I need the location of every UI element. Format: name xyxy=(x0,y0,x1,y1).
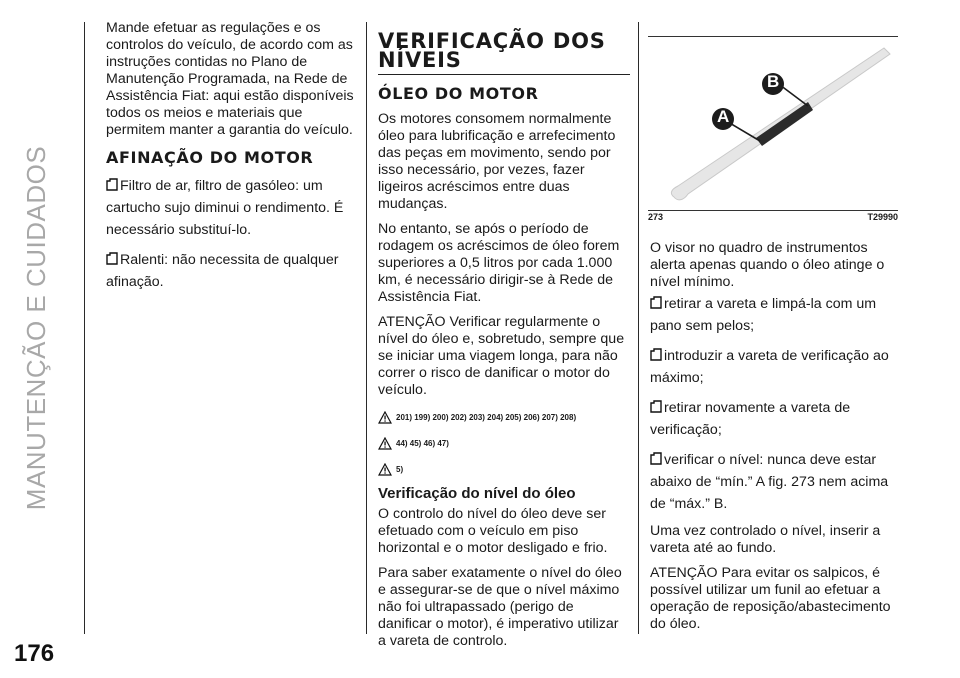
checkbox-bullet-icon xyxy=(106,178,118,191)
oil-paragraph-1: Os motores consomem normalmente óleo para lubrificação e arrefecimento das peças em movimento, sendo por isso necessário, por vezes, fazer ligeiros acréscimos entre duas mudanças. xyxy=(378,111,616,212)
warning-reference-row xyxy=(378,407,630,427)
column-divider-left xyxy=(84,22,85,634)
oil-paragraph-4: O controlo do nível do óleo deve ser efetuado com o veículo em piso horizontal e o motor desligado e frio. xyxy=(378,506,608,556)
heading-rule xyxy=(378,74,630,75)
checkbox-bullet-icon xyxy=(106,252,118,265)
column-3 xyxy=(650,240,900,641)
figure-number: 273 xyxy=(648,212,664,222)
section-title-vertical: MANUTENÇÃO E CUIDADOS xyxy=(20,145,51,511)
bullet-text: introduzir a vareta de verificação ao máximo; xyxy=(650,348,889,386)
engine-oil-heading: ÓLEO DO MOTOR xyxy=(378,84,539,103)
checkbox-bullet-icon xyxy=(650,452,662,465)
list-item xyxy=(650,345,900,389)
intro-paragraph: Mande efetuar as regulações e os controlos do veículo, de acordo com as instruções contidas no Plano de Manutenção Programada, na Rede de Assistência Fiat: aqui estão disponíveis todos os meios e materiais que permitem manter a garantia do veículo. xyxy=(106,20,354,138)
column-divider-right xyxy=(638,22,639,634)
column-divider-middle xyxy=(366,22,367,634)
level-check-heading-line1: VERIFICAÇÃO DOS xyxy=(378,29,606,53)
dashboard-alert-paragraph: O visor no quadro de instrumentos alerta apenas quando o óleo atinge o nível mínimo. xyxy=(650,240,885,290)
figure-bottom-rule xyxy=(648,210,898,211)
warning-triangle-icon xyxy=(378,437,392,450)
level-check-heading-line2: NÍVEIS xyxy=(378,48,462,72)
bullet-text: Ralenti: não necessita de qualquer afinação. xyxy=(106,252,339,290)
warning-references: 44) 45) 46) 47) xyxy=(396,438,449,448)
list-item xyxy=(650,449,900,515)
page-number: 176 xyxy=(14,640,55,667)
figure-code: T29990 xyxy=(867,212,898,222)
insert-dipstick-paragraph: Uma vez controlado o nível, inserir a vareta até ao fundo. xyxy=(650,523,881,556)
bullet-text: Filtro de ar, filtro de gasóleo: um cartucho sujo diminui o rendimento. É necessário substituí-lo. xyxy=(106,178,344,238)
funnel-warning-paragraph: ATENÇÃO Para evitar os salpicos, é possível utilizar um funil ao efetuar a operação de reposição/abastecimento do óleo. xyxy=(650,565,891,632)
warning-triangle-icon xyxy=(378,411,392,424)
checkbox-bullet-icon xyxy=(650,400,662,413)
column-2 xyxy=(378,22,630,658)
column-1 xyxy=(106,22,358,301)
bullet-text: verificar o nível: nunca deve estar abaixo de “mín.” A fig. 273 nem acima de “máx.” B. xyxy=(650,452,889,512)
oil-level-check-heading: Verificação do nível do óleo xyxy=(378,485,576,502)
warning-references: 201) 199) 200) 202) 203) 204) 205) 206) 207) 208) xyxy=(396,412,577,422)
oil-paragraph-5: Para saber exatamente o nível do óleo e assegurar-se de que o nível máximo não foi ultrapassado (perigo de danificar o motor), é imperativo utilizar a vareta de controlo. xyxy=(378,565,622,649)
warning-reference-row xyxy=(378,459,630,479)
engine-tuning-heading: AFINAÇÃO DO MOTOR xyxy=(106,148,314,167)
warning-triangle-icon xyxy=(378,463,392,476)
list-item xyxy=(650,293,900,337)
figure-label-b: B xyxy=(767,72,780,91)
list-item xyxy=(106,249,358,293)
warning-references: 5) xyxy=(396,464,404,474)
checkbox-bullet-icon xyxy=(650,348,662,361)
oil-paragraph-2: No entanto, se após o período de rodagem os acréscimos de óleo forem superiores a 0,5 litros por cada 1.000 km, é necessário dirigir-se à Rede de Assistência Fiat. xyxy=(378,221,620,305)
figure-top-rule xyxy=(648,36,898,37)
dipstick-figure xyxy=(648,36,898,246)
bullet-text: retirar novamente a vareta de verificação; xyxy=(650,400,851,438)
oil-warning-paragraph: ATENÇÃO Verificar regularmente o nível do óleo e, sobretudo, sempre que se iniciar uma viagem longa, para não correr o risco de danificar o motor do veículo. xyxy=(378,314,625,398)
warning-reference-row xyxy=(378,433,630,453)
list-item xyxy=(106,175,358,241)
figure-label-a: A xyxy=(717,107,730,126)
bullet-text: retirar a vareta e limpá-la com um pano sem pelos; xyxy=(650,296,877,334)
dipstick-illustration xyxy=(648,40,898,210)
checkbox-bullet-icon xyxy=(650,296,662,309)
list-item xyxy=(650,397,900,441)
